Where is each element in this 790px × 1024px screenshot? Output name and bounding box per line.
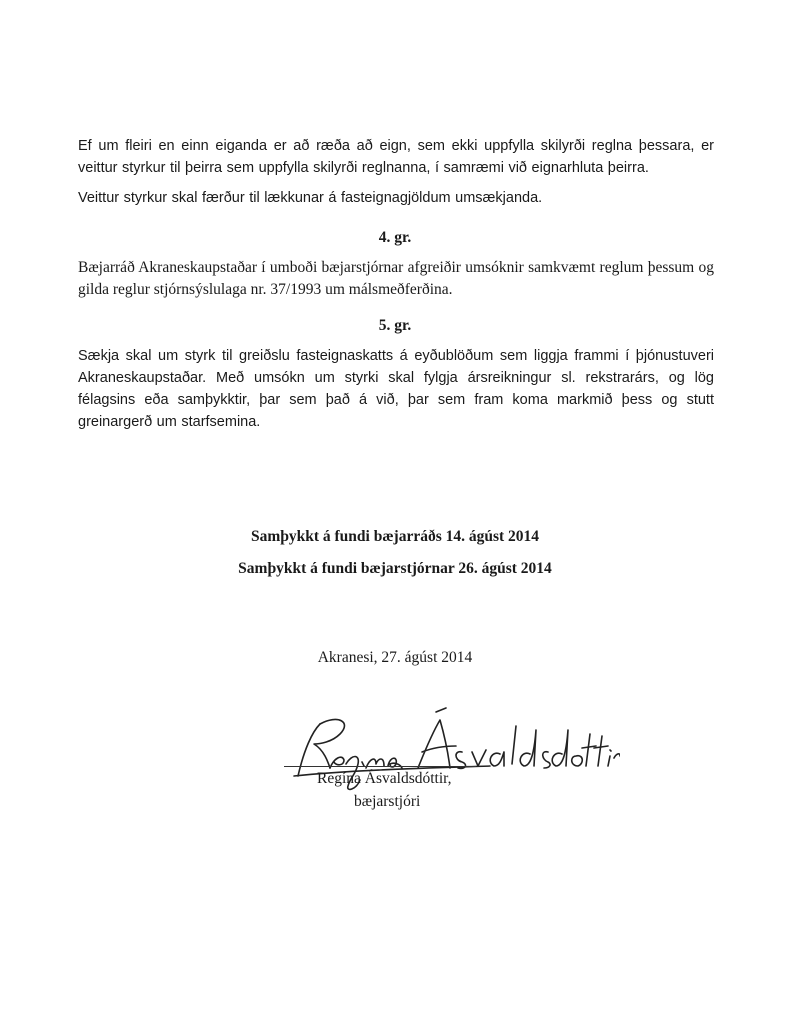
paragraph-grant-reduction: Veittur styrkur skal færður til lækkunar á fasteignagjöldum umsækjanda. xyxy=(78,190,543,206)
signer-name: Regína Ásvaldsdóttir, xyxy=(317,770,452,787)
place-and-date: Akranesi, 27. ágúst 2014 xyxy=(317,649,473,666)
paragraph-application-procedure: Sækja skal um styrk til greiðslu fasteignaskatts á eyðublöðum sem liggja frammi í þjónustuveri Akraneskaupstaðar. Með umsókn um styrki skal fylgja ársreikningur sl. rekstrarárs, og lög félagsins eða samþykktir, þar sem það á við, þar sem fram koma markmið þess og stutt greinargerð um starfsemina. xyxy=(78,348,714,430)
article-5-heading: 5. gr. xyxy=(378,317,412,334)
signature-line xyxy=(284,766,476,767)
article-4-heading: 4. gr. xyxy=(378,229,412,246)
paragraph-multiple-owners: Ef um fleiri en einn eiganda er að ræða að eign, sem ekki uppfylla skilyrði reglna þessara, er veittur styrkur til þeirra sem uppfylla skilyrði reglnanna, í samræmi við eignarhluta þeirra. xyxy=(78,138,714,176)
approval-town-council: Samþykkt á fundi bæjarráðs 14. ágúst 2014 xyxy=(250,528,540,545)
signer-title: bæjarstjóri xyxy=(354,793,421,810)
paragraph-town-council-processing: Bæjarráð Akraneskaupstaðar í umboði bæjarstjórnar afgreiðir umsóknir samkvæmt reglum þessum og gilda reglur stjórnsýslulaga nr. 37/1993 um málsmeðferðina. xyxy=(78,259,714,298)
approval-town-board: Samþykkt á fundi bæjarstjórnar 26. ágúst 2014 xyxy=(238,560,552,577)
